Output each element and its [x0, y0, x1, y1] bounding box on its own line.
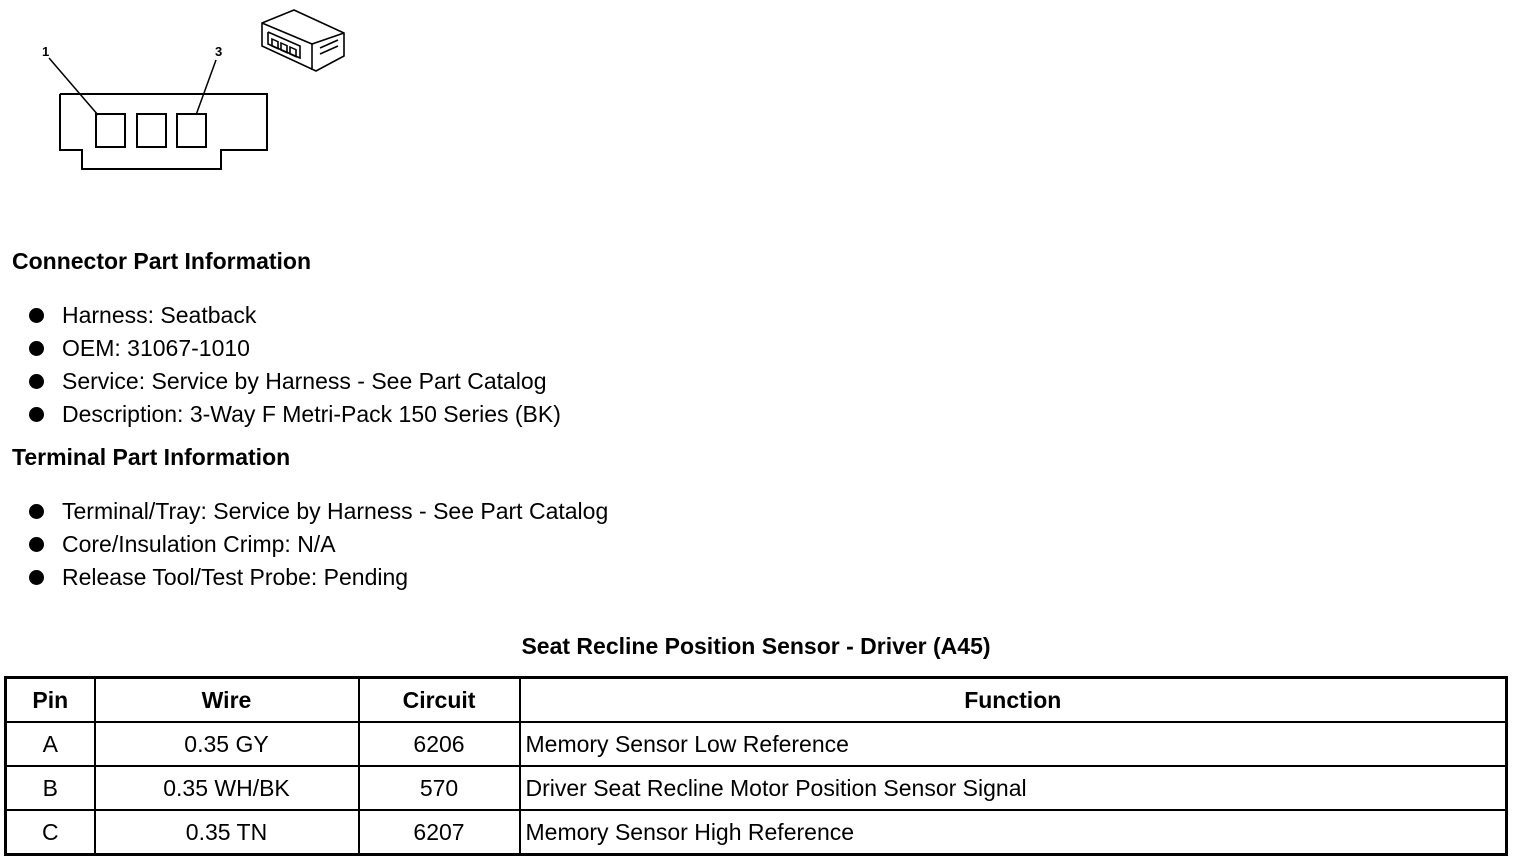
bullet-icon	[29, 374, 44, 389]
connector-part-info-heading: Connector Part Information	[12, 248, 312, 274]
header-function: Function	[520, 678, 1507, 723]
pin-1-leader-line	[49, 58, 98, 115]
connector-isometric-view	[262, 10, 344, 71]
cell-circuit: 570	[359, 766, 520, 810]
pin-table	[4, 676, 1508, 856]
cavity-1	[96, 114, 125, 147]
bullet-icon	[29, 570, 44, 585]
cell-function: Memory Sensor Low Reference	[520, 722, 1507, 766]
cell-pin: B	[6, 766, 95, 810]
terminal-part-info-heading: Terminal Part Information	[12, 444, 291, 470]
pin-table-title: Seat Recline Position Sensor - Driver (A45)	[521, 633, 991, 659]
cell-function: Driver Seat Recline Motor Position Sensor Signal	[520, 766, 1507, 810]
bullet-icon	[29, 308, 44, 323]
table-row	[6, 722, 1507, 766]
cell-circuit: 6207	[359, 810, 520, 855]
header-wire: Wire	[95, 678, 359, 723]
pin-label-1: 1	[42, 44, 50, 59]
cavity-2	[137, 114, 166, 147]
pin-3-leader-line	[196, 60, 216, 115]
table-row	[6, 766, 1507, 810]
table-header-row	[6, 678, 1507, 723]
cell-function: Memory Sensor High Reference	[520, 810, 1507, 855]
bullet-icon	[29, 407, 44, 422]
cell-wire: 0.35 GY	[95, 722, 359, 766]
connector-face-view	[49, 58, 267, 169]
connector-diagram	[0, 0, 360, 180]
bullet-icon	[29, 341, 44, 356]
cell-pin: C	[6, 810, 95, 855]
header-pin: Pin	[6, 678, 95, 723]
bullet-icon	[29, 537, 44, 552]
header-circuit: Circuit	[359, 678, 520, 723]
cell-wire: 0.35 TN	[95, 810, 359, 855]
cell-pin: A	[6, 722, 95, 766]
table-row	[6, 810, 1507, 855]
cavity-3	[177, 114, 206, 147]
cell-circuit: 6206	[359, 722, 520, 766]
pin-label-3: 3	[215, 44, 223, 59]
cell-wire: 0.35 WH/BK	[95, 766, 359, 810]
bullet-icon	[29, 504, 44, 519]
